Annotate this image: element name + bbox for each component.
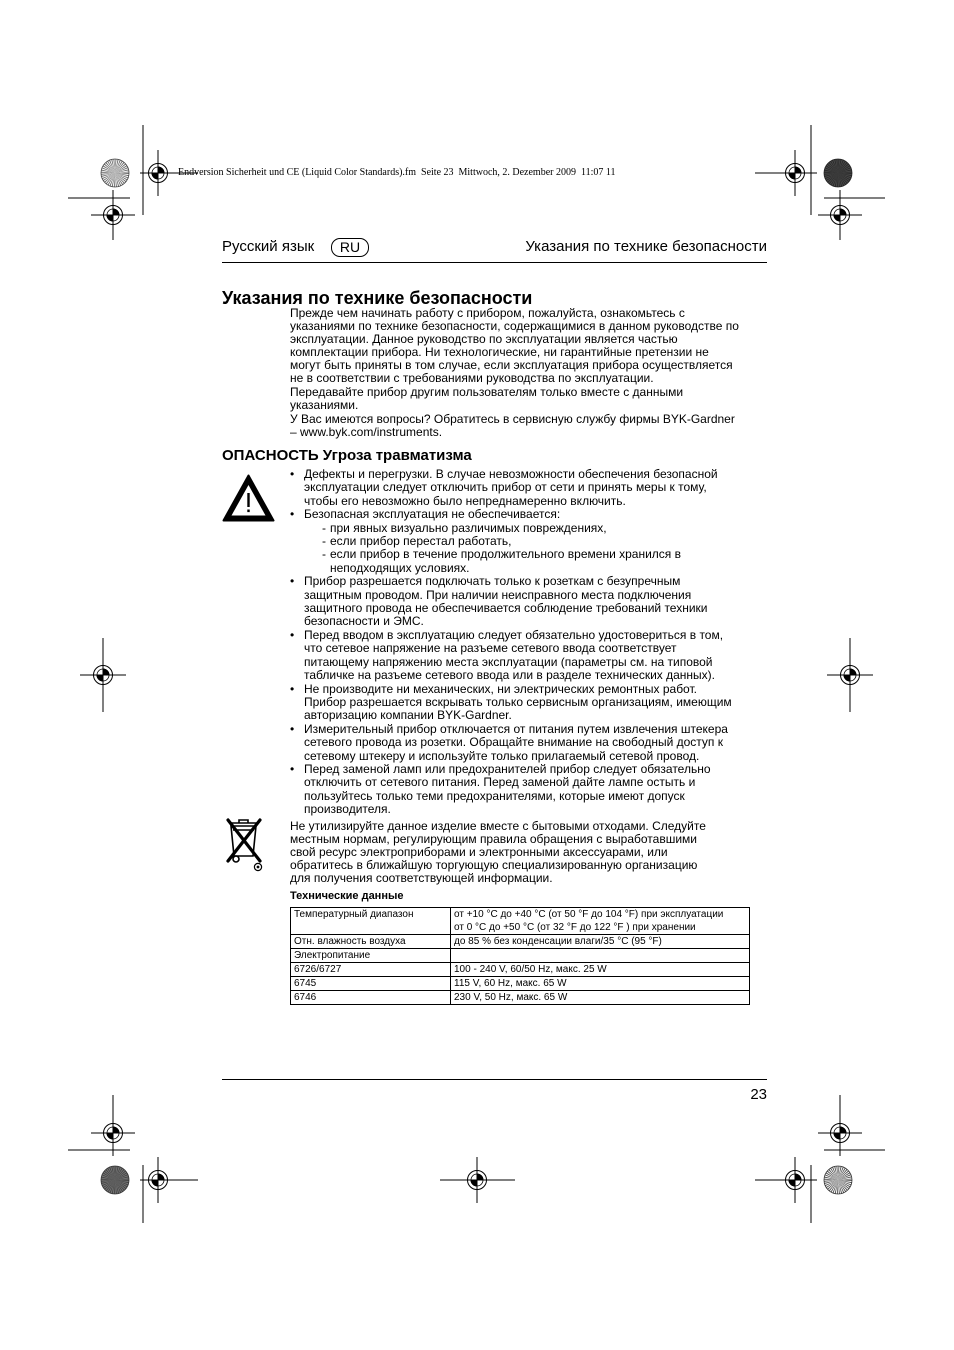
text-line: отключить от сетевого питания. Перед заменой дайте лампе остыть и bbox=[304, 775, 696, 790]
disposal-paragraph bbox=[290, 820, 706, 885]
text-line: комплектации прибора. Ни технологические, ни гарантийные претензии не bbox=[290, 345, 709, 359]
registration-target-icon bbox=[755, 1157, 817, 1203]
text-line: Перед заменой ламп или предохранителей прибор следует обязательно bbox=[304, 761, 711, 776]
page-number: 23 bbox=[750, 1086, 767, 1103]
print-slug: Endversion Sicherheit und CE (Liquid Color Standards).fm Seite 23 Mittwoch, 2. Dezember 2009 11:07 11 bbox=[178, 167, 616, 178]
registration-target-icon bbox=[755, 150, 817, 196]
intro-paragraph bbox=[290, 307, 739, 385]
text-line: защитным проводом. При наличии неисправного места подключения bbox=[304, 587, 692, 602]
bullet-marker: • bbox=[290, 467, 295, 481]
text-line: если прибор перестал работать, bbox=[330, 534, 512, 549]
text-line: Дефекты и перегрузки. В случае невозможности обеспечения безопасной bbox=[304, 467, 718, 481]
text-line: если прибор в течение продолжительного времени хранился в bbox=[330, 547, 681, 562]
table-cell-value: 100 - 240 V, 60/50 Hz, макс. 25 W bbox=[451, 963, 750, 977]
contact-paragraph bbox=[290, 413, 735, 439]
text-line: табличке на разъеме сетевого ввода или в разделе технических данных). bbox=[304, 668, 716, 683]
table-cell-label: Температурный диапазон bbox=[291, 908, 451, 935]
table-row bbox=[291, 935, 750, 949]
text-line: указаниями по технике безопасности, содержащимися в данном руководстве по bbox=[290, 319, 739, 333]
bullet-marker: • bbox=[290, 627, 295, 642]
color-starburst-icon bbox=[101, 159, 129, 187]
bullet-marker: • bbox=[290, 761, 295, 776]
text-line: защитного провода не обеспечивается соблюдение требований техники bbox=[304, 601, 708, 616]
table-cell-label: 6745 bbox=[291, 977, 451, 991]
header-language: Русский язык bbox=[222, 238, 315, 255]
table-cell-value: до 85 % без конденсации влаги/35 °C (95 °F) bbox=[451, 935, 750, 949]
text-line: могут быть приняты в том случае, если эксплуатация прибора осуществляется bbox=[290, 358, 733, 372]
text-line: сетевого провода из розетки. Обращайте внимание на свободный доступ к bbox=[304, 735, 724, 750]
page-title: Указания по технике безопасности bbox=[222, 288, 533, 308]
text-line: обратитесь в ближайшую торгующую специализированную организацию bbox=[290, 858, 698, 872]
danger-heading: ОПАСНОСТЬ Угроза травматизма bbox=[222, 447, 472, 464]
sub-list-item bbox=[304, 535, 767, 548]
list-item bbox=[290, 683, 767, 723]
registration-target-icon bbox=[827, 638, 873, 712]
table-cell-label: Электропитание bbox=[291, 949, 451, 963]
text-line: местным нормам, регулирующим правила обращения с выработавшими bbox=[290, 832, 697, 846]
registration-target-icon bbox=[440, 1157, 515, 1203]
tech-data-table bbox=[290, 907, 750, 1005]
text-line: безопасности и ЭМС. bbox=[304, 614, 424, 629]
text-line: Не производите ни механических, ни электрических ремонтных работ. bbox=[304, 681, 697, 696]
text-line: У Вас имеются вопросы? Обратитесь в сервисную службу фирмы BYK-Gardner bbox=[290, 412, 735, 426]
list-item bbox=[290, 723, 767, 763]
text-line: авторизацию компании BYK-Gardner. bbox=[304, 708, 512, 723]
bullet-marker: • bbox=[290, 681, 295, 696]
text-line: указаниями. bbox=[290, 398, 359, 412]
registration-target-icon bbox=[818, 1095, 862, 1156]
list-item bbox=[290, 763, 767, 817]
text-line: производителя. bbox=[304, 802, 391, 817]
table-row bbox=[291, 991, 750, 1005]
crossed-out-wheelie-bin-icon bbox=[222, 812, 266, 872]
bullet-marker: • bbox=[290, 574, 295, 589]
registration-target-icon bbox=[140, 1157, 198, 1203]
bullet-marker: • bbox=[290, 721, 295, 736]
text-line: Не утилизируйте данное изделие вместе с бытовыми отходами. Следуйте bbox=[290, 819, 706, 833]
table-row bbox=[291, 977, 750, 991]
header-rule bbox=[222, 262, 767, 263]
table-cell-value: 115 V, 60 Hz, макс. 65 W bbox=[451, 977, 750, 991]
text-line: от +10 °C до +40 °C (от 50 °F до 104 °F) при эксплуатации bbox=[454, 909, 724, 920]
text-line: Перед вводом в эксплуатацию следует обязательно удостовериться в том, bbox=[304, 627, 724, 642]
text-line: питающему напряжению места эксплуатации (параметры см. на типовой bbox=[304, 654, 713, 669]
table-cell-label: Отн. влажность воздуха bbox=[291, 935, 451, 949]
text-line: что сетевое напряжение на разъеме сетевого ввода соответствует bbox=[304, 641, 677, 656]
sub-list-item bbox=[304, 548, 767, 575]
text-line: эксплуатации. Данное руководство по эксплуатации является частью bbox=[290, 332, 678, 346]
text-line: Прибор разрешается подключать только к розеткам с безупречным bbox=[304, 574, 681, 589]
text-line: Безопасная эксплуатация не обеспечивается: bbox=[304, 507, 561, 522]
color-starburst-icon bbox=[824, 1166, 852, 1194]
table-cell-value bbox=[451, 949, 750, 963]
text-line: сетевому штекеру и используйте только прилагаемый сетевой провод. bbox=[304, 748, 700, 763]
danger-list bbox=[290, 468, 767, 817]
header-section-title: Указания по технике безопасности bbox=[525, 238, 767, 255]
text-line: от 0 °C до +50 °C (от 32 °F до 122 °F ) при хранении bbox=[454, 922, 696, 933]
text-line: пользуйтесь только теми предохранителями, которые имеют допуск bbox=[304, 788, 685, 803]
table-row bbox=[291, 949, 750, 963]
text-line: – www.byk.com/instruments. bbox=[290, 425, 443, 439]
text-line: неподходящих условиях. bbox=[330, 560, 470, 575]
dash-marker: - bbox=[322, 520, 326, 535]
text-line: при явных визуально различимых повреждениях, bbox=[330, 520, 607, 535]
table-cell-label: 6746 bbox=[291, 991, 451, 1005]
dash-marker: - bbox=[322, 534, 326, 549]
text-line: эксплуатации следует отключить прибор от сети и принять меры к тому, bbox=[304, 480, 707, 495]
text-line: Измерительный прибор отключается от питания путем извлечения штекера bbox=[304, 721, 728, 736]
table-cell-value: 230 V, 50 Hz, макс. 65 W bbox=[451, 991, 750, 1005]
tech-data-heading: Технические данные bbox=[290, 890, 404, 902]
registration-target-icon bbox=[80, 638, 126, 712]
text-line: не в соответствии с требованиями руководства по эксплуатации. bbox=[290, 371, 654, 385]
list-item bbox=[290, 575, 767, 629]
dash-marker: - bbox=[322, 547, 326, 562]
text-line: свой ресурс электроприборами и электронными аксессуарами, или bbox=[290, 845, 668, 859]
text-line: Передавайте прибор другим пользователям только вместе с данными bbox=[290, 385, 684, 399]
sub-list-item bbox=[304, 522, 767, 535]
table-row bbox=[291, 908, 750, 935]
registration-target-icon bbox=[91, 190, 135, 240]
text-line: Прибор разрешается вскрывать только сервисным организациям, имеющим bbox=[304, 694, 732, 709]
warning-triangle-icon bbox=[222, 474, 275, 522]
registration-target-icon bbox=[818, 190, 862, 240]
list-item bbox=[290, 629, 767, 683]
list-item bbox=[290, 468, 767, 508]
color-starburst-icon bbox=[824, 159, 852, 187]
text-line: для получения соответствующей информации. bbox=[290, 871, 553, 885]
registration-target-icon bbox=[91, 1095, 135, 1156]
handover-paragraph bbox=[290, 386, 683, 412]
table-row bbox=[291, 963, 750, 977]
list-item bbox=[290, 508, 767, 575]
table-cell-label: 6726/6727 bbox=[291, 963, 451, 977]
color-starburst-icon bbox=[101, 1166, 129, 1194]
footer-rule bbox=[222, 1079, 767, 1080]
bullet-marker: • bbox=[290, 507, 295, 522]
table-cell-value bbox=[451, 908, 750, 935]
text-line: чтобы его невозможно было непреднамеренно включить. bbox=[304, 493, 626, 508]
language-code-badge: RU bbox=[331, 238, 369, 257]
text-line: Прежде чем начинать работу с прибором, пожалуйста, ознакомьтесь с bbox=[290, 306, 685, 320]
